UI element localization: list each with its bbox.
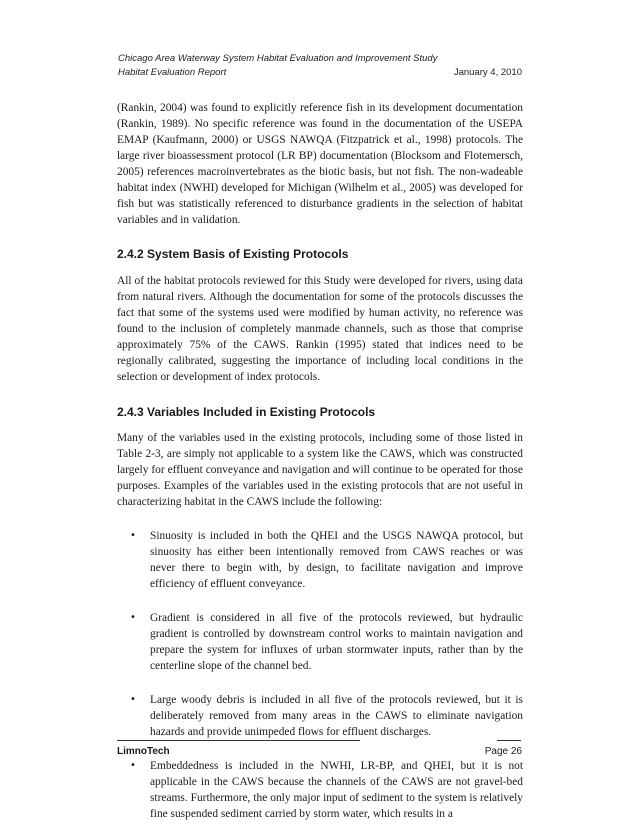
header-report-title: Habitat Evaluation Report [118,67,227,78]
bullet-gradient: • Gradient is considered in all five of the protocols reviewed, but hydraulic gradient is controlled by downstream control works to maintain navigation and prepare the system for influxes of urban stormwater inputs, rather than by the centerline slope of the channel bed. [117,610,523,674]
header-date: January 4, 2010 [453,67,522,78]
document-body [117,100,523,840]
bullet-woody-debris: • Large woody debris is included in all five of the protocols reviewed, but it is deliberately removed from many areas in the CAWS to eliminate navigation hazards and provide unimpeded flows for effluent discharges. [117,692,523,740]
bullet-embeddedness: • Embeddedness is included in the NWHI, LR-BP, and QHEI, but it is not applicable in the CAWS because the channels of the CAWS are not gravel-bed streams. Furthermore, the only major input of sediment to the system is relatively fine suspended sediment carried by storm water, which results in a [117,758,523,822]
section-heading-system-basis: 2.4.2 System Basis of Existing Protocols [117,247,349,261]
footer-company: LimnoTech [117,746,170,757]
variables-paragraph: Many of the variables used in the existing protocols, including some of those listed in Table 2-3, are simply not applicable to a system like the CAWS, which was constructed largely for effluent conveyance and navigation and will continue to be operated for those purposes. Examples of the variables used in the existing protocols that are not useful in characterizing habitat in the CAWS include the following: [117,432,523,508]
system-basis-paragraph: All of the habitat protocols reviewed for this Study were developed for rivers, using data from natural rivers. Although the documentation for some of the protocols discusses the fact that some of the systems used were modified by human activity, no reference was found to the inclusion of completely manmade channels, such as those that comprise approximately 75% of the CAWS. Rankin (1995) stated that indices need to be regionally calibrated, suggesting the importance of including local conditions in the selection or development of index protocols. [117,275,523,383]
footer-page-number: Page 26 [484,746,522,757]
footer-divider-right [497,740,521,741]
bullet-sinuosity: • Sinuosity is included in both the QHEI and the USGS NAWQA protocol, but sinuosity has either been intentionally removed from CAWS reaches or was never there to begin with, by design, to facilitate navigation and improve efficiency of effluent conveyance. [117,528,523,592]
header-study-title: Chicago Area Waterway System Habitat Evaluation and Improvement Study [118,53,438,64]
intro-paragraph: (Rankin, 2004) was found to explicitly reference fish in its development documentation (Rankin, 1989). No specific reference was found in the documentation of the USEPA EMAP (Kaufmann, 2000) or USGS NAWQA (Fitzpatrick et al., 1998) protocols. The large river bioassessment protocol (LR BP) documentation (Blocksom and Flotemersch, 2005) references macroinvertebrates as the biotic basis, but not fish. The non-wadeable habitat index (NWHI) developed for Michigan (Wilhelm et al., 2005) was developed for fish but was statistically referenced to disturbance gradients in the selection of habitat variables and in validation. [117,102,523,226]
footer-divider [117,740,360,741]
section-heading-variables: 2.4.3 Variables Included in Existing Protocols [117,405,376,419]
variables-bullet-list [117,528,523,822]
